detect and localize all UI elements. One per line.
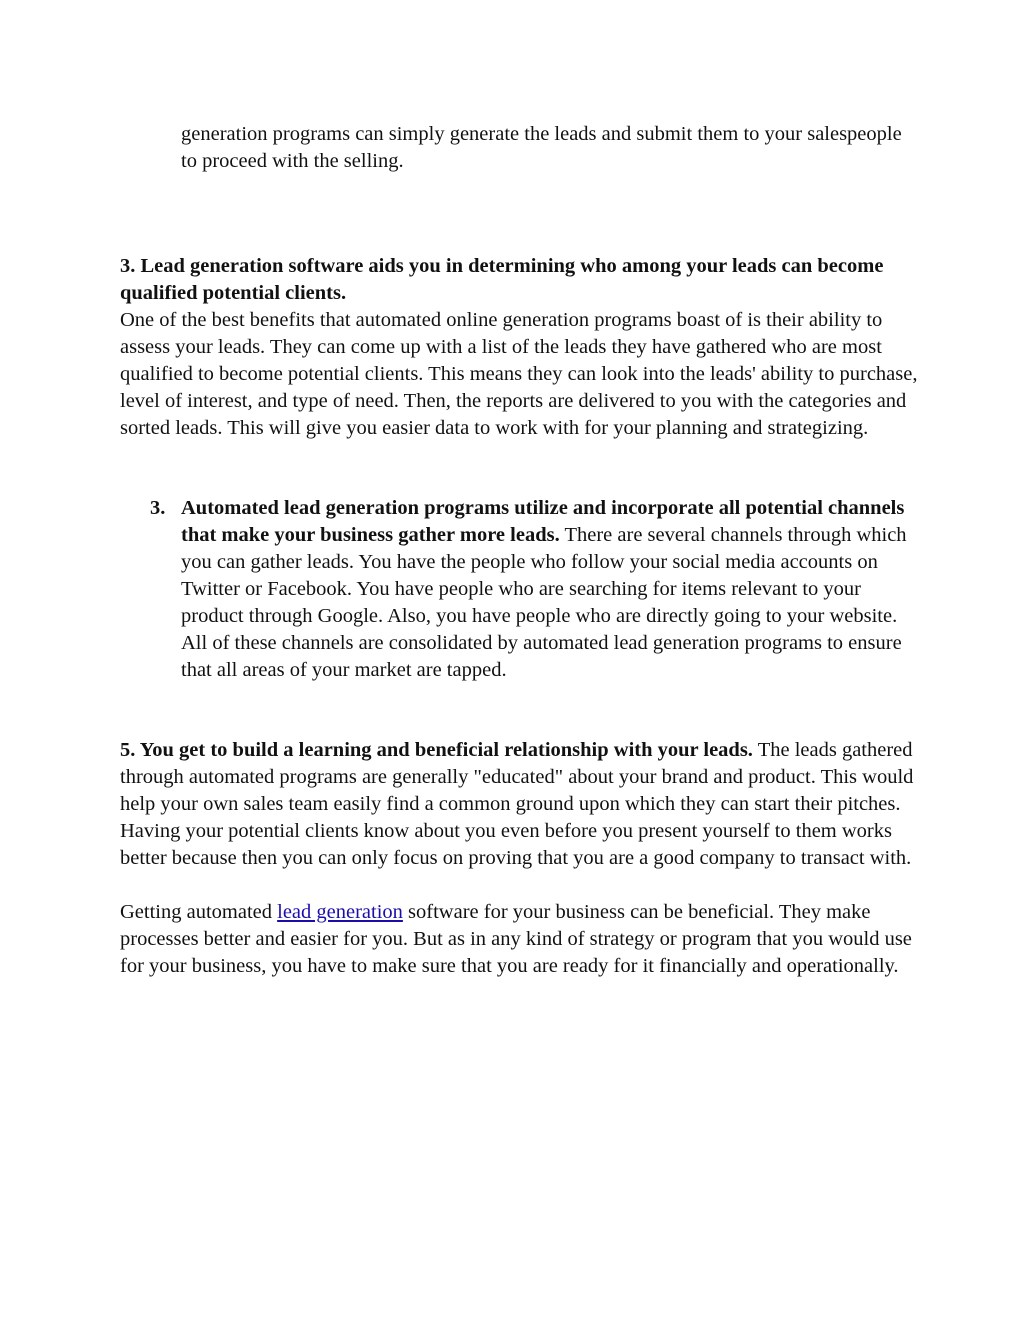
section-3-body: One of the best benefits that automated online generation programs boast of is their ability to assess your leads. They can come up with a list of the leads they have gathered who are most qualified to become potential clients. This means they can look into the leads' ability to purchase, level of interest, and type of need. Then, the reports are delivered to you with the categories and sorted leads. This will give you easier data to work with for your planning and strategizing. xyxy=(120,309,918,439)
list-item-number: 3. xyxy=(150,497,166,519)
lead-generation-link[interactable]: lead generation xyxy=(277,901,403,923)
section-3-paragraph xyxy=(120,253,920,442)
closing-text-before-link: Getting automated xyxy=(120,901,272,923)
section-5-heading: 5. You get to build a learning and beneficial relationship with your leads. xyxy=(120,739,753,761)
continuation-paragraph xyxy=(181,121,921,175)
list-item-3-heading: Automated lead generation programs utilize and incorporate all potential channels that make your business gather more leads. xyxy=(181,497,905,546)
list-item-3-content xyxy=(181,495,911,684)
section-3-heading: 3. Lead generation software aids you in determining who among your leads can become qualified potential clients. xyxy=(120,255,884,304)
list-item-3-body: There are several channels through which you can gather leads. You have the people who follow your social media accounts on Twitter or Facebook. You have people who are searching for items relevant to your product through Google. Also, you have people who are directly going to your website. All of these channels are consolidated by automated lead generation programs to ensure that all areas of your market are tapped. xyxy=(181,524,907,681)
section-5-paragraph xyxy=(120,737,920,872)
continuation-text: generation programs can simply generate the leads and submit them to your salespeople to proceed with the selling. xyxy=(181,123,902,172)
closing-text-after-link: software for your business can be beneficial. They make processes better and easier for you. But as in any kind of strategy or program that you would use for your business, you have to make sure that you are ready for it financially and operationally. xyxy=(120,901,912,977)
section-5-body: The leads gathered through automated programs are generally "educated" about your brand and product. This would help your own sales team easily find a common ground upon which they can start their pitches. Having your potential clients know about you even before you present yourself to them works better because then you can only focus on proving that you are a good company to transact with. xyxy=(120,739,914,869)
closing-paragraph xyxy=(120,899,920,980)
